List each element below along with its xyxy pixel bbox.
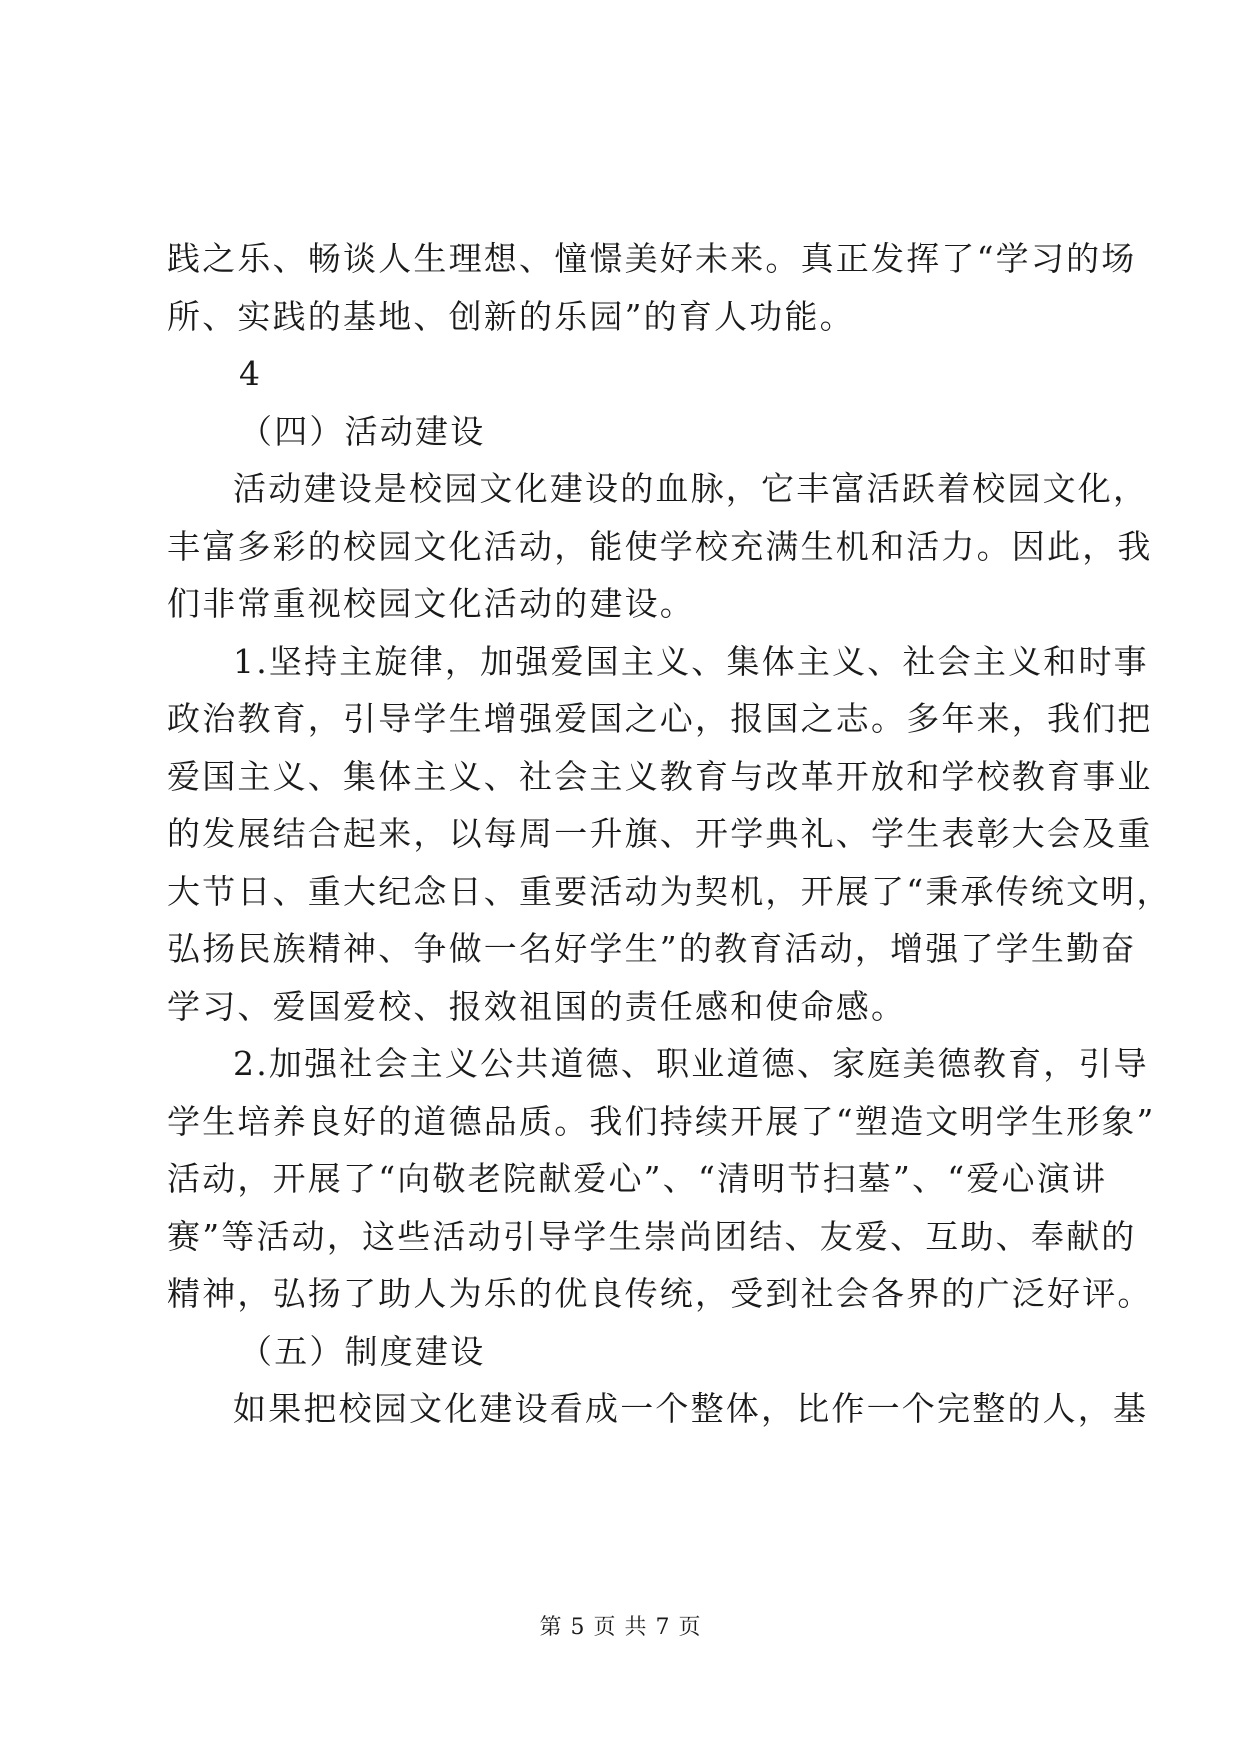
text-line: 们非常重视校园文化活动的建设。 [167,584,695,623]
text-line: 赛”等活动，这些活动引导学生崇尚团结、友爱、互助、奉献的 [167,1216,1137,1256]
text-line: 政治教育，引导学生增强爱国之心，报国之志。多年来，我们把 [167,699,1153,738]
text-line: 学习、爱国爱校、报效祖国的责任感和使命感。 [167,986,907,1026]
text-line: 爱国主义、集体主义、社会主义教育与改革开放和学校教育事业 [167,756,1153,796]
text-line: 丰富多彩的校园文化活动，能使学校充满生机和活力。因此，我 [167,526,1153,566]
text-line: 大节日、重大纪念日、重要活动为契机，开展了“秉承传统文明， [167,871,1172,911]
text-line: 如果把校园文化建设看成一个整体，比作一个完整的人，基 [233,1389,1149,1428]
text-line: 活动建设是校园文化建设的血脉，它丰富活跃着校园文化， [233,469,1149,508]
section-heading: （五）制度建设 [239,1331,486,1371]
section-heading: （四）活动建设 [239,411,486,451]
text-line: 践之乐、畅谈人生理想、憧憬美好未来。真正发挥了“学习的场 [167,239,1137,278]
text-line: 2.加强社会主义公共道德、职业道德、家庭美德教育，引导 [233,1044,1149,1083]
text-line: 精神，弘扬了助人为乐的优良传统，受到社会各界的广泛好评。 [167,1274,1153,1313]
text-line: 活动，开展了“向敬老院献爱心”、“清明节扫墓”、“爱心演讲 [167,1159,1108,1198]
page-footer: 第 5 页 共 7 页 [539,1615,702,1640]
text-line: 的发展结合起来，以每周一升旗、开学典礼、学生表彰大会及重 [167,814,1153,853]
text-line: 所、实践的基地、创新的乐园”的育人功能。 [167,296,855,336]
text-line: 弘扬民族精神、争做一名好学生”的教育活动，增强了学生勤奋 [167,929,1137,968]
page-number-marker: 4 [239,354,263,393]
body-text [167,230,1172,1438]
text-line: 学生培养良好的道德品质。我们持续开展了“塑造文明学生形象” [167,1101,1156,1141]
text-line: 1.坚持主旋律，加强爱国主义、集体主义、社会主义和时事 [233,641,1149,681]
